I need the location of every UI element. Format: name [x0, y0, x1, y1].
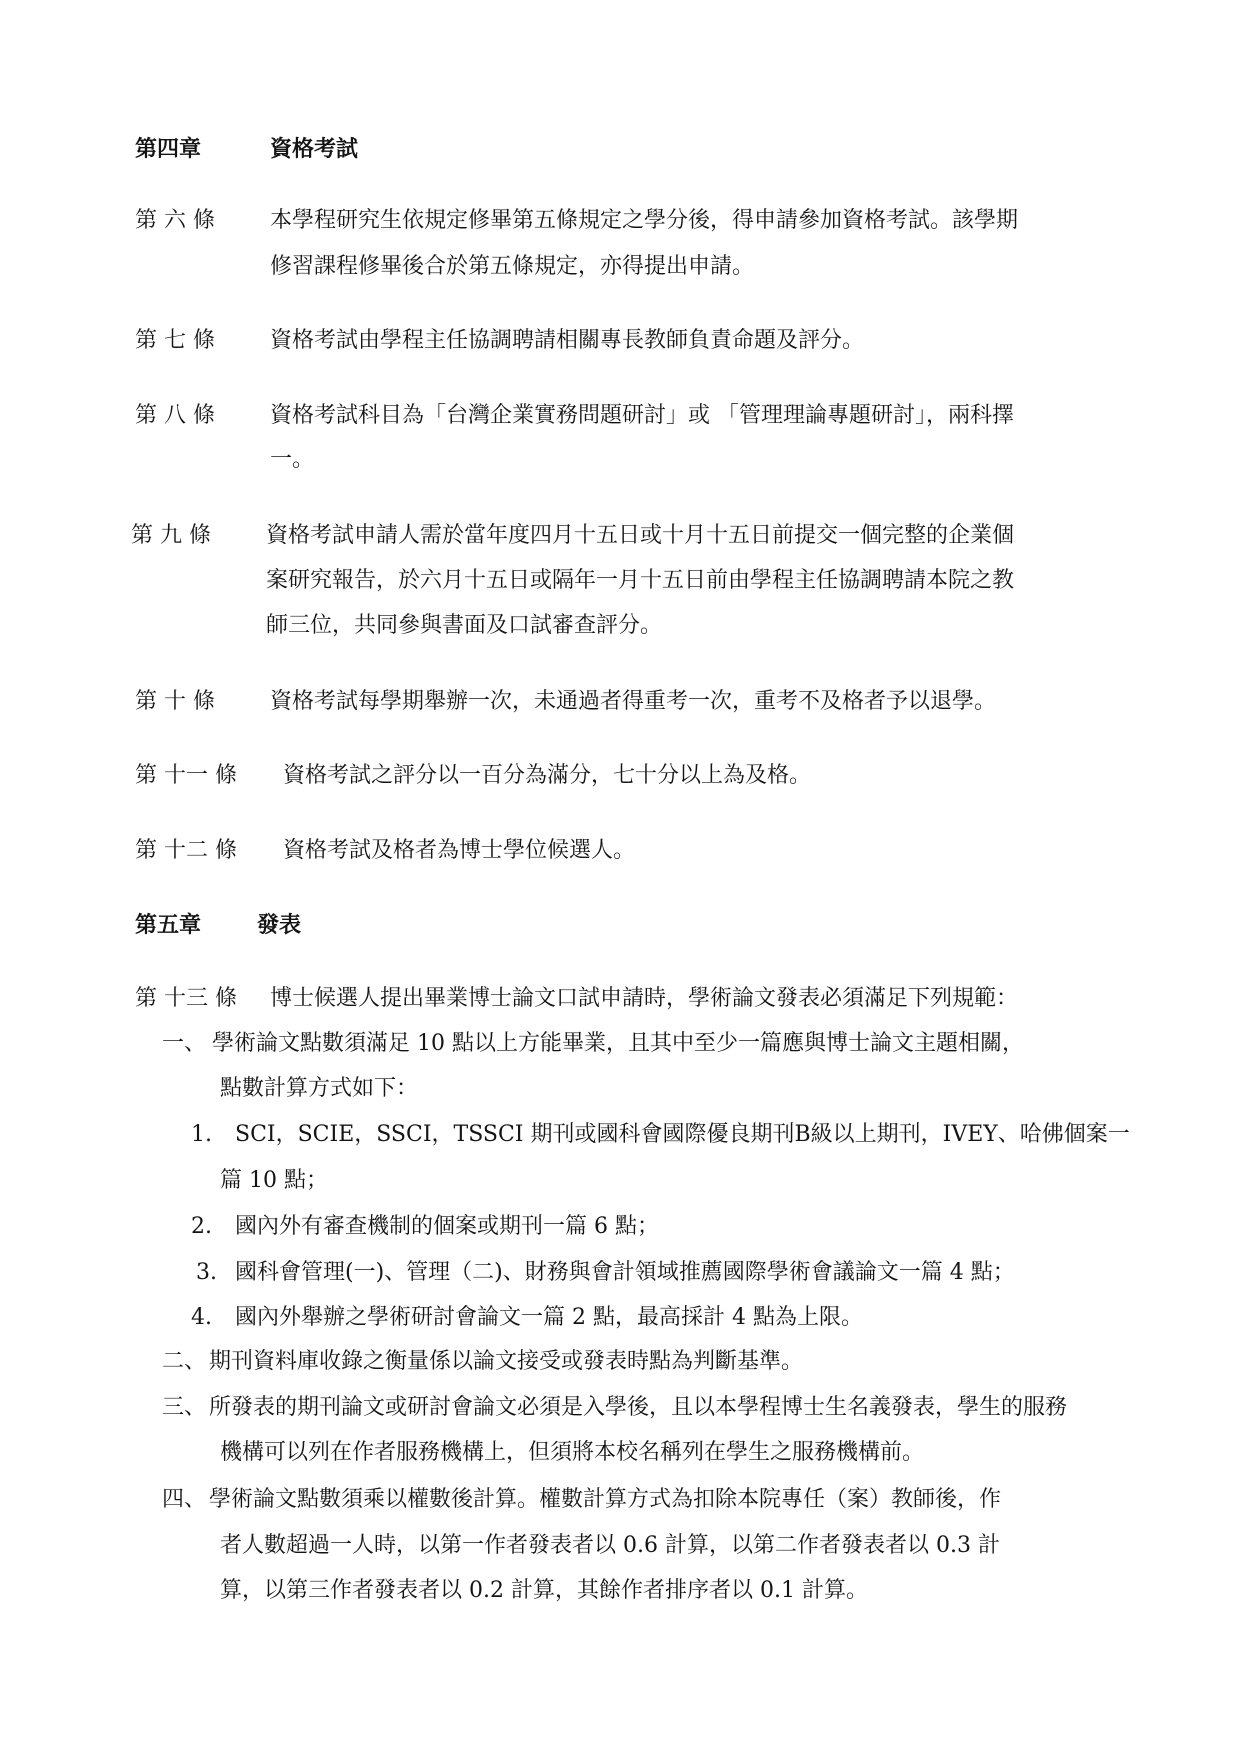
- subitem-2-number: 2.: [191, 1214, 212, 1239]
- chapter-4-title: 資格考試: [270, 136, 359, 162]
- item-4-line-2: 者人數超過一人時，以第一作者發表者以 0.6 計算，以第二作者發表者以 0.3 計: [220, 1533, 1000, 1558]
- article-9-line-3: 師三位，共同參與書面及口試審查評分。: [266, 613, 663, 638]
- item-2-line-1: 期刊資料庫收錄之衡量係以論文接受或發表時點為判斷基準。: [209, 1349, 804, 1374]
- article-9-line-2: 案研究報告，於六月十五日或隔年一月十五日前由學程主任協調聘請本院之教: [266, 568, 1015, 593]
- item-1-line-2: 點數計算方式如下：: [220, 1076, 419, 1101]
- article-8-line-2: 一。: [270, 447, 315, 472]
- article-11-label: 第 十一 條: [135, 763, 237, 788]
- subitem-2-line-1: 國內外有審查機制的個案或期刊一篇 6 點；: [235, 1214, 659, 1239]
- article-7-label: 第 七 條: [135, 328, 215, 353]
- item-4-line-1: 學術論文點數須乘以權數後計算。權數計算方式為扣除本院專任（案）教師後，作: [209, 1487, 1002, 1512]
- subitem-3-number: 3.: [196, 1260, 217, 1285]
- subitem-4-number: 4.: [191, 1305, 212, 1330]
- article-6-label: 第 六 條: [135, 208, 215, 233]
- item-4-line-3: 算，以第三作者發表者以 0.2 計算，其餘作者排序者以 0.1 計算。: [220, 1578, 868, 1603]
- article-6-line-2: 修習課程修畢後合於第五條規定，亦得提出申請。: [270, 254, 755, 279]
- article-12-line-1: 資格考試及格者為博士學位候選人。: [283, 838, 636, 863]
- article-6-line-1: 本學程研究生依規定修畢第五條規定之學分後，得申請參加資格考試。該學期: [270, 208, 1019, 233]
- chapter-4-label: 第四章: [135, 136, 202, 162]
- article-13-intro: 博士候選人提出畢業博士論文口試申請時，學術論文發表必須滿足下列規範：: [270, 986, 1019, 1011]
- item-3-marker: 三、: [162, 1395, 207, 1420]
- article-12-label: 第 十二 條: [135, 838, 237, 863]
- article-10-label: 第 十 條: [135, 689, 215, 714]
- subitem-1-line-1: SCI，SCIE，SSCI，TSSCI 期刊或國科會國際優良期刊B級以上期刊，IVEY、哈佛個案一: [235, 1122, 1130, 1147]
- subitem-4-line-1: 國內外舉辦之學術研討會論文一篇 2 點，最高採計 4 點為上限。: [235, 1305, 863, 1330]
- item-1-line-1: 學術論文點數須滿足 10 點以上方能畢業，且其中至少一篇應與博士論文主題相關，: [212, 1031, 1024, 1056]
- article-10-line-1: 資格考試每學期舉辦一次，未通過者得重考一次，重考不及格者予以退學。: [270, 689, 997, 714]
- article-9-line-1: 資格考試申請人需於當年度四月十五日或十月十五日前提交一個完整的企業個: [266, 523, 1015, 548]
- article-11-line-1: 資格考試之評分以一百分為滿分，七十分以上為及格。: [283, 763, 812, 788]
- article-9-label: 第 九 條: [131, 523, 211, 548]
- subitem-1-line-2: 篇 10 點；: [220, 1168, 328, 1193]
- article-8-line-1: 資格考試科目為「台灣企業實務問題研討」或 「管理理論專題研討」，兩科擇: [270, 403, 1014, 428]
- subitem-3-line-1: 國科會管理(一)、管理（二)、財務與會計領域推薦國際學術會議論文一篇 4 點；: [235, 1260, 1015, 1285]
- article-8-label: 第 八 條: [135, 403, 215, 428]
- item-4-marker: 四、: [162, 1487, 207, 1512]
- item-2-marker: 二、: [162, 1349, 207, 1374]
- chapter-5-title: 發表: [257, 912, 302, 938]
- item-3-line-2: 機構可以列在作者服務機構上，但須將本校名稱列在學生之服務機構前。: [220, 1440, 925, 1465]
- item-1-marker: 一、: [162, 1031, 207, 1056]
- chapter-5-label: 第五章: [135, 912, 202, 938]
- article-13-label: 第 十三 條: [135, 986, 237, 1011]
- subitem-1-number: 1.: [191, 1122, 212, 1147]
- item-3-line-1: 所發表的期刊論文或研討會論文必須是入學後，且以本學程博士生名義發表，學生的服務: [209, 1395, 1068, 1420]
- article-7-line-1: 資格考試由學程主任協調聘請相關專長教師負責命題及評分。: [270, 328, 865, 353]
